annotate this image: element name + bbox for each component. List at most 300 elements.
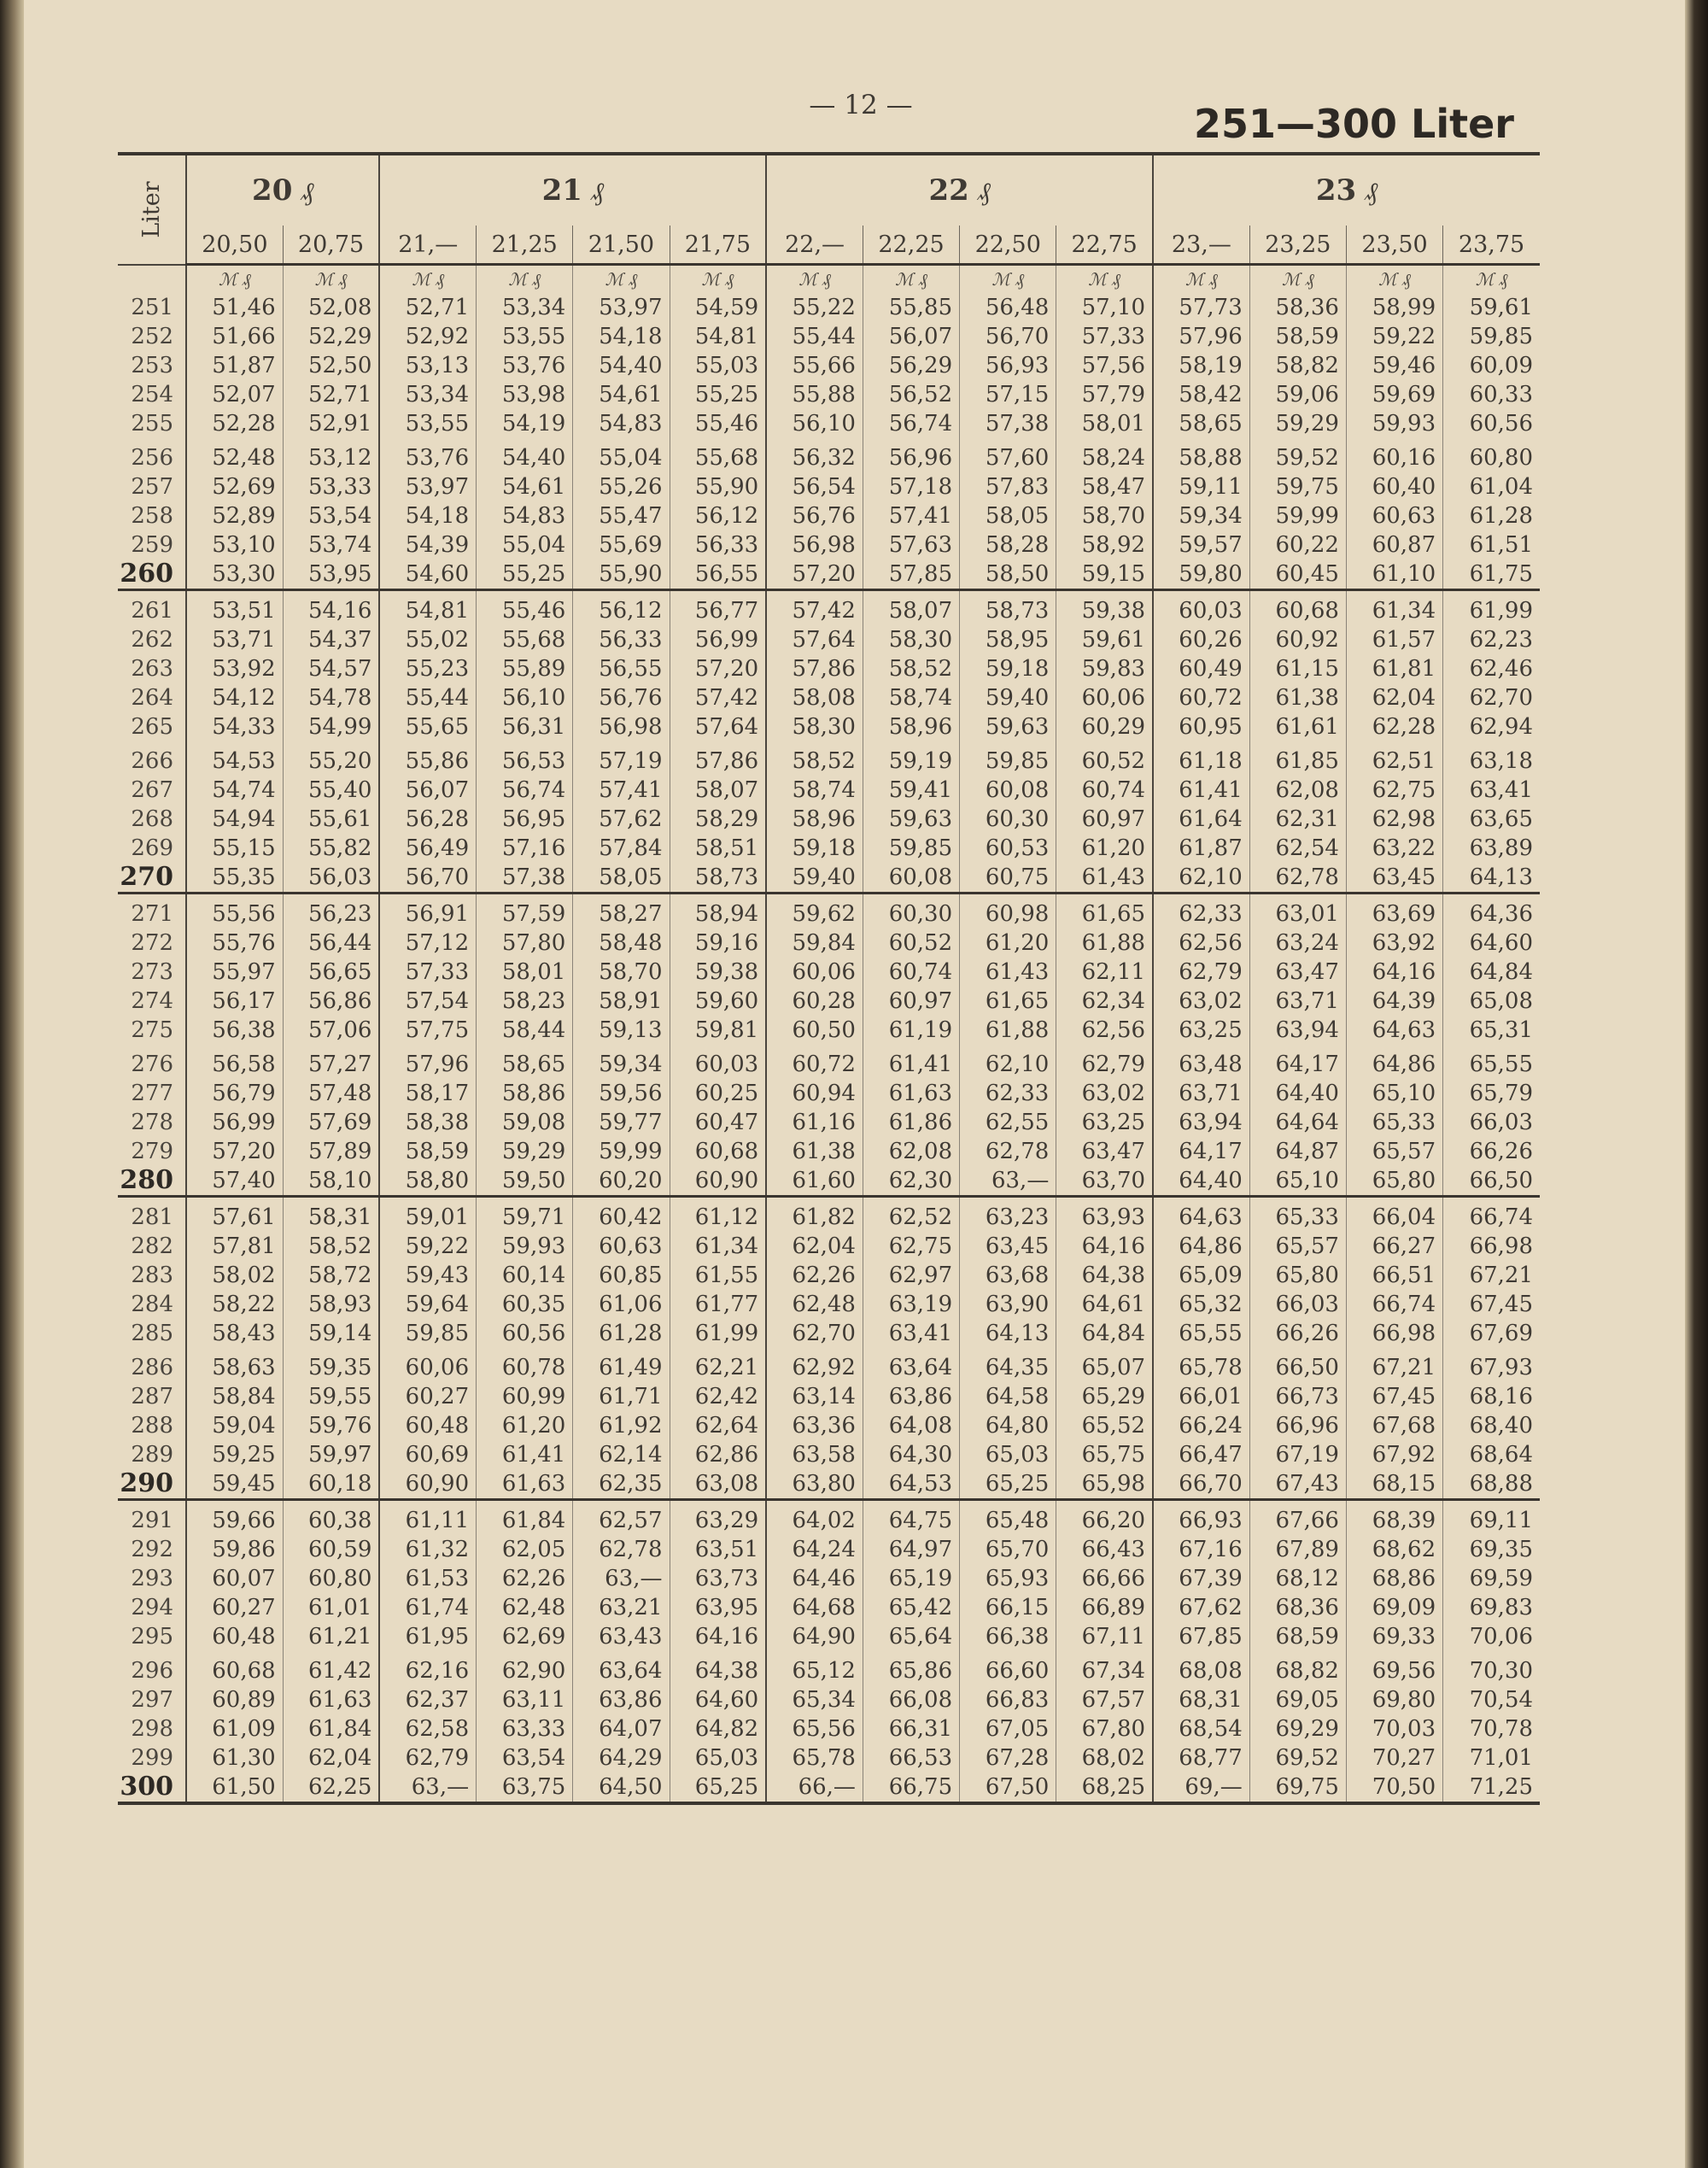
price-cell: 62,48 — [477, 1593, 573, 1622]
price-cell: 62,70 — [766, 1319, 863, 1348]
price-cell: 61,51 — [1443, 530, 1540, 560]
price-cell: 65,10 — [1346, 1079, 1442, 1108]
price-cell: 70,27 — [1346, 1743, 1442, 1772]
price-cell: 64,80 — [960, 1411, 1056, 1440]
price-cell: 56,33 — [670, 530, 766, 560]
price-cell: 58,07 — [670, 776, 766, 805]
price-cell: 60,42 — [573, 1197, 670, 1233]
price-cell: 61,77 — [670, 1290, 766, 1319]
price-cell: 53,97 — [379, 472, 476, 501]
price-cell: 64,63 — [1346, 1016, 1442, 1045]
price-cell: 55,25 — [670, 380, 766, 409]
price-cell: 60,68 — [212, 1658, 276, 1684]
liter-value: 295 — [118, 1622, 186, 1651]
price-cell: 58,51 — [670, 834, 766, 863]
currency-unit-label: ℳ ₰ — [1443, 265, 1540, 294]
table-row — [118, 409, 1540, 438]
price-cell: 63,22 — [1346, 834, 1442, 863]
price-cell: 63,— — [379, 1772, 476, 1803]
price-cell: 68,62 — [1346, 1535, 1442, 1564]
price-cell: 60,22 — [1249, 530, 1346, 560]
price-cell: 60,94 — [766, 1079, 863, 1108]
price-cell: 61,75 — [1443, 560, 1540, 590]
price-cell: 56,96 — [863, 438, 959, 472]
price-cell: 60,80 — [1443, 438, 1540, 472]
price-cell: 63,80 — [766, 1469, 863, 1500]
price-cell: 63,02 — [1056, 1079, 1153, 1108]
price-cell: 66,47 — [1153, 1440, 1249, 1469]
price-cell: 61,55 — [670, 1261, 766, 1290]
liter-value: 253 — [118, 351, 186, 380]
price-cell: 61,19 — [863, 1016, 959, 1045]
price-column-header: 21,25 — [477, 226, 573, 265]
price-cell: 67,43 — [1249, 1469, 1346, 1500]
price-cell: 68,82 — [1249, 1651, 1346, 1685]
price-column-header: 22,75 — [1056, 226, 1153, 265]
price-cell: 66,— — [766, 1772, 863, 1803]
liter-value: 263 — [118, 654, 186, 683]
price-cell: 55,47 — [573, 501, 670, 530]
price-cell: 68,08 — [1153, 1651, 1249, 1685]
price-cell: 58,52 — [283, 1232, 379, 1261]
price-cell: 64,13 — [960, 1319, 1056, 1348]
price-cell: 59,38 — [670, 958, 766, 987]
price-group-label: 20 — [252, 173, 293, 208]
price-cell: 57,20 — [670, 654, 766, 683]
price-cell: 58,42 — [1153, 380, 1249, 409]
price-cell: 62,34 — [1056, 987, 1153, 1016]
price-cell: 57,85 — [863, 560, 959, 590]
price-cell: 68,15 — [1346, 1469, 1442, 1500]
price-column-header: 21,50 — [573, 226, 670, 265]
price-cell: 62,56 — [1056, 1016, 1153, 1045]
price-cell: 64,97 — [863, 1535, 959, 1564]
price-cell: 60,50 — [766, 1016, 863, 1045]
price-cell: 59,84 — [766, 929, 863, 958]
price-cell: 55,86 — [379, 741, 476, 776]
price-cell: 64,30 — [863, 1440, 959, 1469]
price-group-label: 22 — [928, 173, 969, 208]
price-cell: 61,95 — [379, 1622, 476, 1651]
price-cell: 52,71 — [379, 293, 476, 322]
liter-header — [118, 154, 186, 265]
price-cell: 68,39 — [1346, 1500, 1442, 1536]
price-cell: 58,74 — [863, 683, 959, 712]
price-cell: 55,44 — [379, 683, 476, 712]
price-cell: 65,19 — [863, 1564, 959, 1593]
price-cell: 54,19 — [477, 409, 573, 438]
price-cell: 54,59 — [670, 293, 766, 322]
price-cell: 65,12 — [766, 1651, 863, 1685]
price-cell: 59,99 — [1249, 501, 1346, 530]
price-cell: 54,18 — [573, 322, 670, 351]
price-cell: 68,02 — [1056, 1743, 1153, 1772]
liter-value: 288 — [118, 1411, 186, 1440]
price-cell: 58,96 — [863, 712, 959, 741]
price-cell: 64,58 — [960, 1382, 1056, 1411]
price-cell: 57,38 — [477, 863, 573, 894]
price-cell: 53,10 — [212, 532, 276, 558]
liter-value: 252 — [118, 322, 186, 351]
price-cell: 67,57 — [1056, 1685, 1153, 1714]
price-cell: 58,92 — [1056, 530, 1153, 560]
price-cell: 61,99 — [670, 1319, 766, 1348]
price-group-header — [1153, 154, 1540, 226]
price-cell: 53,55 — [477, 322, 573, 351]
price-cell: 65,33 — [1346, 1108, 1442, 1137]
price-cell: 62,23 — [1443, 625, 1540, 654]
price-cell: 58,30 — [766, 712, 863, 741]
price-cell: 63,93 — [1056, 1197, 1153, 1233]
price-cell: 60,72 — [1153, 683, 1249, 712]
price-cell: 55,97 — [212, 959, 276, 985]
price-cell: 69,83 — [1443, 1593, 1540, 1622]
table-row — [118, 472, 1540, 501]
price-cell: 59,18 — [960, 654, 1056, 683]
table-row — [118, 712, 1540, 741]
price-cell: 57,69 — [283, 1108, 379, 1137]
price-cell: 60,40 — [1346, 472, 1442, 501]
price-cell: 59,61 — [1056, 625, 1153, 654]
price-cell: 64,02 — [766, 1500, 863, 1536]
price-cell: 60,92 — [1249, 625, 1346, 654]
page-gutter — [0, 0, 24, 2168]
liter-value: 298 — [118, 1714, 186, 1743]
price-cell: 64,38 — [1056, 1261, 1153, 1290]
price-cell: 65,07 — [1056, 1348, 1153, 1382]
price-cell: 62,46 — [1443, 654, 1540, 683]
table-row — [118, 1382, 1540, 1411]
price-cell: 56,55 — [573, 654, 670, 683]
table-row — [118, 1714, 1540, 1743]
price-cell: 57,42 — [766, 590, 863, 626]
price-cell: 70,06 — [1443, 1622, 1540, 1651]
price-cell: 66,50 — [1443, 1166, 1540, 1197]
price-cell: 60,74 — [1056, 776, 1153, 805]
price-cell: 63,11 — [477, 1685, 573, 1714]
price-cell: 60,75 — [960, 863, 1056, 894]
liter-value: 274 — [118, 987, 186, 1016]
price-cell: 63,08 — [670, 1469, 766, 1500]
price-cell: 56,55 — [670, 560, 766, 590]
price-cell: 70,50 — [1346, 1772, 1442, 1803]
price-cell: 52,08 — [283, 293, 379, 322]
price-cell: 59,85 — [960, 741, 1056, 776]
table-row — [118, 1411, 1540, 1440]
price-cell: 66,75 — [863, 1772, 959, 1803]
price-cell: 64,64 — [1249, 1108, 1346, 1137]
price-cell: 60,78 — [477, 1348, 573, 1382]
price-cell: 67,92 — [1346, 1440, 1442, 1469]
price-cell: 57,12 — [379, 929, 476, 958]
price-cell: 56,28 — [379, 805, 476, 834]
price-cell: 65,78 — [766, 1743, 863, 1772]
price-cell: 62,90 — [477, 1651, 573, 1685]
price-cell: 59,85 — [863, 834, 959, 863]
price-cell: 62,78 — [1249, 863, 1346, 894]
price-cell: 57,61 — [186, 1197, 283, 1233]
currency-unit-label: ℳ ₰ — [960, 265, 1056, 294]
liter-value: 290 — [118, 1469, 186, 1500]
price-cell: 57,96 — [379, 1045, 476, 1079]
price-cell: 60,97 — [863, 987, 959, 1016]
price-cell: 65,33 — [1249, 1197, 1346, 1233]
price-cell: 65,10 — [1249, 1166, 1346, 1197]
price-cell: 65,75 — [1056, 1440, 1153, 1469]
table-row — [118, 958, 1540, 987]
price-cell: 60,48 — [212, 1624, 276, 1649]
price-cell: 62,51 — [1346, 741, 1442, 776]
price-cell: 58,52 — [766, 741, 863, 776]
price-cell: 66,31 — [863, 1714, 959, 1743]
liter-value: 289 — [118, 1440, 186, 1469]
price-cell: 54,78 — [283, 683, 379, 712]
price-cell: 57,86 — [766, 654, 863, 683]
price-cell: 60,52 — [1056, 741, 1153, 776]
price-cell: 55,88 — [766, 380, 863, 409]
price-cell: 64,35 — [960, 1348, 1056, 1382]
price-group-label: 23 — [1315, 173, 1357, 208]
table-row — [118, 834, 1540, 863]
price-cell: 54,99 — [283, 712, 379, 741]
price-cell: 52,91 — [283, 409, 379, 438]
price-cell: 63,02 — [1153, 987, 1249, 1016]
price-cell: 62,37 — [379, 1685, 476, 1714]
price-cell: 56,10 — [766, 409, 863, 438]
price-cell: 59,08 — [477, 1108, 573, 1137]
price-cell: 53,34 — [477, 293, 573, 322]
price-cell: 53,92 — [212, 656, 276, 682]
price-cell: 66,04 — [1346, 1197, 1442, 1233]
price-cell: 65,80 — [1249, 1261, 1346, 1290]
table-row — [118, 776, 1540, 805]
price-cell: 57,64 — [670, 712, 766, 741]
price-cell: 53,33 — [283, 472, 379, 501]
price-cell: 56,48 — [960, 293, 1056, 322]
price-cell: 60,03 — [670, 1045, 766, 1079]
price-cell: 61,04 — [1443, 472, 1540, 501]
price-cell: 52,69 — [212, 474, 276, 500]
price-cell: 59,69 — [1346, 380, 1442, 409]
price-cell: 67,28 — [960, 1743, 1056, 1772]
price-cell: 60,29 — [1056, 712, 1153, 741]
price-cell: 58,63 — [212, 1355, 276, 1380]
table-row — [118, 1079, 1540, 1108]
price-cell: 59,93 — [1346, 409, 1442, 438]
price-cell: 55,44 — [766, 322, 863, 351]
price-cell: 56,32 — [766, 438, 863, 472]
price-cell: 66,93 — [1153, 1500, 1249, 1536]
currency-unit-label: ℳ ₰ — [218, 268, 251, 290]
price-cell: 64,68 — [766, 1593, 863, 1622]
price-cell: 58,07 — [863, 590, 959, 626]
price-cell: 69,29 — [1249, 1714, 1346, 1743]
price-cell: 63,73 — [670, 1564, 766, 1593]
liter-value: 277 — [118, 1079, 186, 1108]
price-cell: 66,66 — [1056, 1564, 1153, 1593]
price-cell: 55,22 — [766, 293, 863, 322]
price-cell: 59,43 — [379, 1261, 476, 1290]
price-cell: 62,26 — [477, 1564, 573, 1593]
price-cell: 53,98 — [477, 380, 573, 409]
page-edge — [1685, 0, 1708, 2168]
price-cell: 63,24 — [1249, 929, 1346, 958]
price-cell: 65,56 — [766, 1714, 863, 1743]
price-cell: 60,48 — [379, 1411, 476, 1440]
price-cell: 59,06 — [1249, 380, 1346, 409]
price-column-header: 22,50 — [960, 226, 1056, 265]
price-cell: 66,20 — [1056, 1500, 1153, 1536]
price-cell: 57,79 — [1056, 380, 1153, 409]
price-cell: 62,70 — [1443, 683, 1540, 712]
price-cell: 56,33 — [573, 625, 670, 654]
price-cell: 59,19 — [863, 741, 959, 776]
price-cell: 61,74 — [379, 1593, 476, 1622]
price-cell: 63,64 — [863, 1348, 959, 1382]
liter-value: 299 — [118, 1743, 186, 1772]
price-cell: 63,45 — [960, 1232, 1056, 1261]
table-row — [118, 1045, 1540, 1079]
price-cell: 58,73 — [960, 590, 1056, 626]
price-cell: 61,28 — [1443, 501, 1540, 530]
price-cell: 58,94 — [670, 894, 766, 929]
table-row — [118, 1622, 1540, 1651]
price-cell: 60,25 — [670, 1079, 766, 1108]
price-cell: 54,33 — [212, 714, 276, 740]
pfennig-symbol: ₰ — [977, 177, 991, 207]
price-cell: 60,27 — [212, 1595, 276, 1620]
price-cell: 69,56 — [1346, 1651, 1442, 1685]
price-cell: 58,88 — [1153, 438, 1249, 472]
price-cell: 56,58 — [212, 1052, 276, 1077]
table-row — [118, 1197, 1540, 1233]
price-cell: 66,08 — [863, 1685, 959, 1714]
price-cell: 59,38 — [1056, 590, 1153, 626]
currency-unit-label: ℳ ₰ — [863, 265, 959, 294]
price-cell: 57,41 — [573, 776, 670, 805]
price-cell: 62,57 — [573, 1500, 670, 1536]
liter-value: 279 — [118, 1137, 186, 1166]
price-cell: 61,88 — [960, 1016, 1056, 1045]
price-cell: 61,34 — [670, 1232, 766, 1261]
price-cell: 56,31 — [477, 712, 573, 741]
price-cell: 61,85 — [1249, 741, 1346, 776]
price-cell: 57,84 — [573, 834, 670, 863]
price-cell: 52,48 — [212, 445, 276, 471]
price-cell: 57,59 — [477, 894, 573, 929]
currency-unit-label: ℳ ₰ — [1056, 265, 1153, 294]
price-cell: 65,78 — [1153, 1348, 1249, 1382]
table-row — [118, 1348, 1540, 1382]
price-cell: 59,57 — [1153, 530, 1249, 560]
price-cell: 55,61 — [283, 805, 379, 834]
price-cell: 63,89 — [1443, 834, 1540, 863]
price-cell: 57,62 — [573, 805, 670, 834]
price-cell: 64,38 — [670, 1651, 766, 1685]
price-cell: 62,04 — [766, 1232, 863, 1261]
price-cell: 63,25 — [1153, 1016, 1249, 1045]
price-cell: 66,26 — [1443, 1137, 1540, 1166]
price-cell: 56,99 — [212, 1110, 276, 1135]
price-cell: 64,40 — [1153, 1166, 1249, 1197]
price-cell: 61,64 — [1153, 805, 1249, 834]
price-cell: 61,16 — [766, 1108, 863, 1137]
price-cell: 59,97 — [283, 1440, 379, 1469]
price-group-header — [766, 154, 1153, 226]
price-cell: 64,29 — [573, 1743, 670, 1772]
liter-value: 258 — [118, 501, 186, 530]
price-cell: 51,46 — [212, 295, 276, 320]
price-cell: 53,76 — [379, 438, 476, 472]
price-cell: 61,20 — [1056, 834, 1153, 863]
price-cell: 55,46 — [477, 590, 573, 626]
price-cell: 67,62 — [1153, 1593, 1249, 1622]
price-cell: 68,86 — [1346, 1564, 1442, 1593]
table-row — [118, 380, 1540, 409]
price-cell: 61,88 — [1056, 929, 1153, 958]
table-row — [118, 1772, 1540, 1803]
price-cell: 62,55 — [960, 1108, 1056, 1137]
price-cell: 62,30 — [863, 1166, 959, 1197]
price-cell: 69,11 — [1443, 1500, 1540, 1536]
pfennig-symbol: ₰ — [1365, 177, 1378, 207]
price-cell: 60,18 — [283, 1469, 379, 1500]
price-cell: 65,03 — [960, 1440, 1056, 1469]
price-cell: 56,79 — [212, 1081, 276, 1106]
price-cell: 55,35 — [212, 864, 276, 890]
liter-value: 273 — [118, 958, 186, 987]
price-cell: 62,14 — [573, 1440, 670, 1469]
price-cell: 59,85 — [379, 1319, 476, 1348]
price-cell: 57,40 — [212, 1168, 276, 1193]
price-cell: 67,66 — [1249, 1500, 1346, 1536]
price-cell: 54,40 — [573, 351, 670, 380]
price-cell: 55,66 — [766, 351, 863, 380]
price-cell: 61,38 — [766, 1137, 863, 1166]
price-cell: 61,18 — [1153, 741, 1249, 776]
price-cell: 67,11 — [1056, 1622, 1153, 1651]
price-cell: 52,92 — [379, 322, 476, 351]
price-cell: 60,30 — [863, 894, 959, 929]
price-cell: 55,15 — [212, 835, 276, 861]
price-cell: 63,68 — [960, 1261, 1056, 1290]
price-cell: 62,35 — [573, 1469, 670, 1500]
price-cell: 64,16 — [1346, 958, 1442, 987]
price-cell: 57,38 — [960, 409, 1056, 438]
table-row — [118, 654, 1540, 683]
price-cell: 61,84 — [283, 1714, 379, 1743]
price-cell: 56,95 — [477, 805, 573, 834]
price-cell: 62,04 — [283, 1743, 379, 1772]
price-cell: 58,22 — [212, 1292, 276, 1317]
price-cell: 56,03 — [283, 863, 379, 894]
price-cell: 58,86 — [477, 1079, 573, 1108]
liter-value: 255 — [118, 409, 186, 438]
price-cell: 60,30 — [960, 805, 1056, 834]
price-cell: 56,52 — [863, 380, 959, 409]
price-cell: 59,80 — [1153, 560, 1249, 590]
price-cell: 66,03 — [1249, 1290, 1346, 1319]
price-cell: 64,60 — [670, 1685, 766, 1714]
price-cell: 63,— — [573, 1564, 670, 1593]
price-cell: 54,12 — [212, 685, 276, 711]
price-cell: 66,15 — [960, 1593, 1056, 1622]
price-cell: 58,19 — [1153, 351, 1249, 380]
table-row — [118, 1137, 1540, 1166]
price-cell: 62,79 — [379, 1743, 476, 1772]
price-cell: 60,03 — [1153, 590, 1249, 626]
price-cell: 59,25 — [212, 1442, 276, 1468]
